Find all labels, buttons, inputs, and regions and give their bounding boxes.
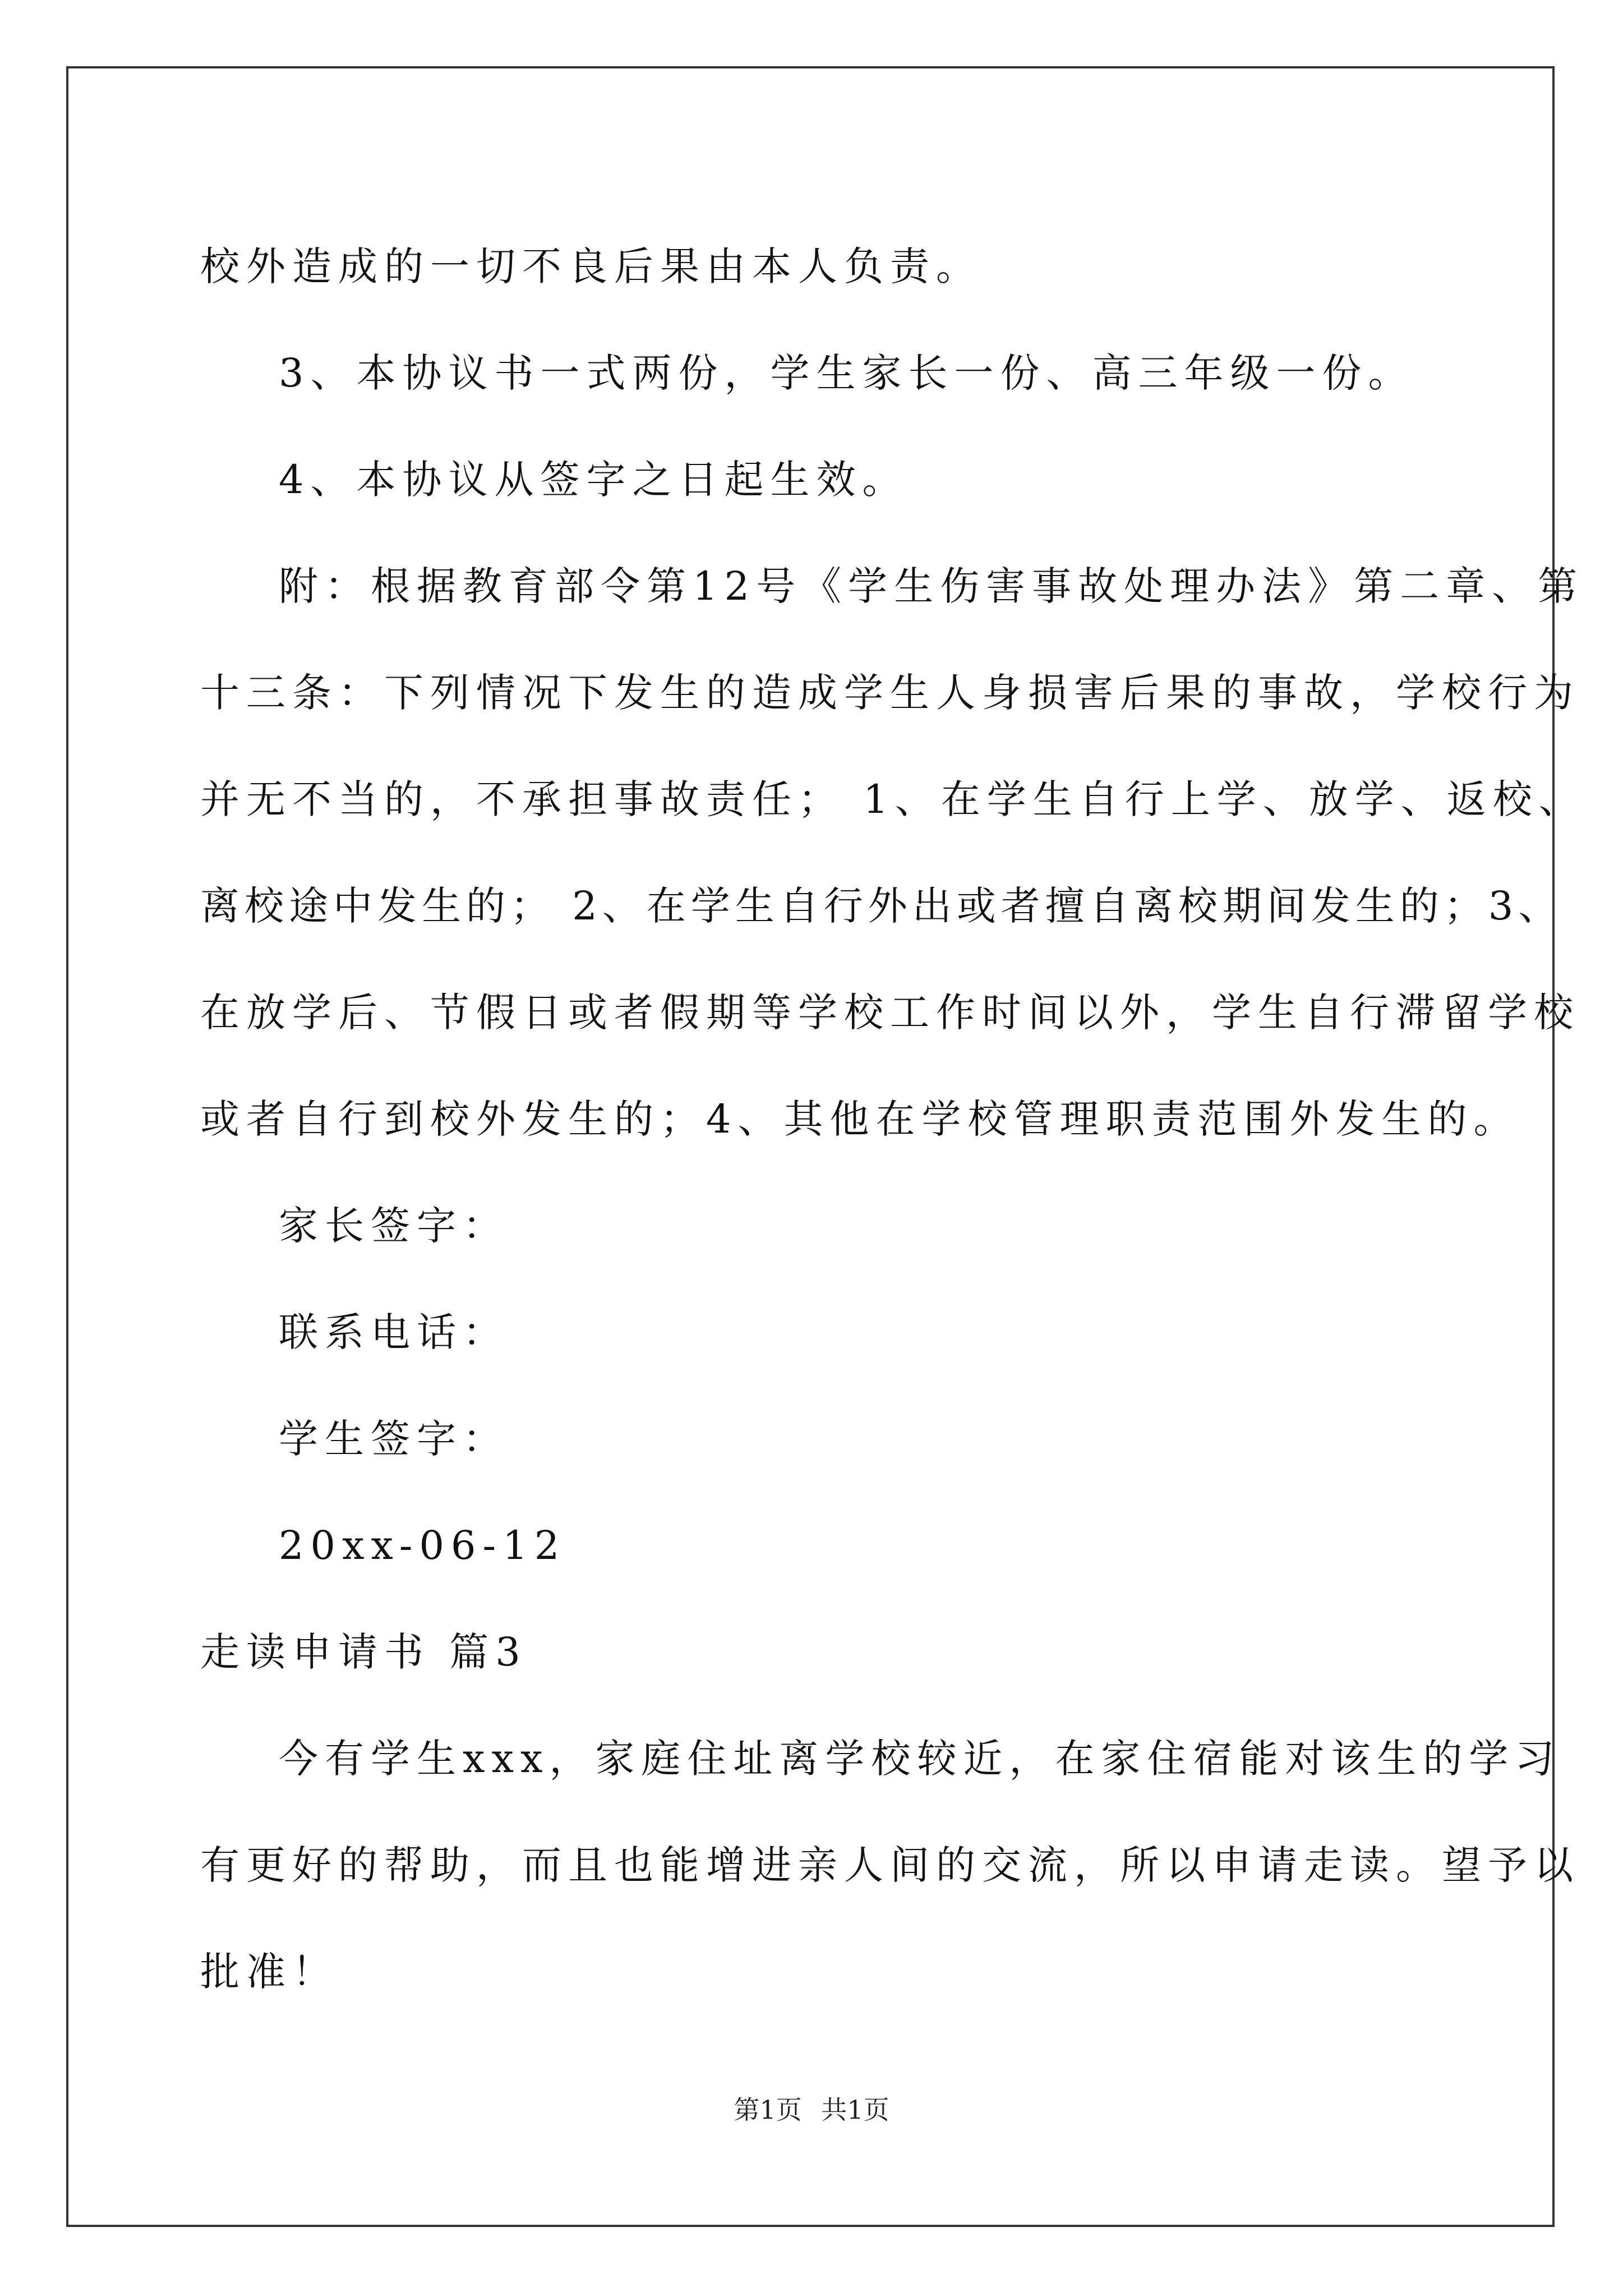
appendix-line: 附：根据教育部令第12号《学生伤害事故处理办法》第二章、第 — [279, 563, 1584, 609]
section-heading: 走读申请书 篇3 — [200, 1629, 527, 1675]
appendix-line: 或者自行到校外发生的；4、其他在学校管理职责范围外发生的。 — [200, 1096, 1520, 1142]
student-signature-label: 学生签字： — [279, 1416, 509, 1462]
paragraph-line: 校外造成的一切不良后果由本人负责。 — [200, 243, 982, 289]
date-line: 20xx-06-12 — [279, 1522, 566, 1568]
contact-phone-label: 联系电话： — [279, 1309, 509, 1355]
appendix-line: 在放学后、节假日或者假期等学校工作时间以外，学生自行滞留学校 — [200, 990, 1580, 1036]
clause-3: 3、本协议书一式两份，学生家长一份、高三年级一份。 — [279, 350, 1414, 396]
appendix-line: 离校途中发生的； 2、在学生自行外出或者擅自离校期间发生的；3、 — [200, 883, 1563, 929]
parent-signature-label: 家长签字： — [279, 1203, 509, 1249]
application-line: 批准！ — [200, 1949, 338, 1995]
appendix-line: 十三条：下列情况下发生的造成学生人身损害后果的事故，学校行为 — [200, 670, 1580, 716]
document-body — [200, 213, 1585, 2025]
appendix-line: 并无不当的，不承担事故责任； 1、在学生自行上学、放学、返校、 — [200, 776, 1585, 822]
application-line: 有更好的帮助，而且也能增进亲人间的交流，所以申请走读。望予以 — [200, 1842, 1580, 1888]
page-footer: 第1页 共1页 — [734, 2095, 889, 2125]
application-line: 今有学生xxx，家庭住址离学校较近，在家住宿能对该生的学习 — [279, 1736, 1561, 1782]
clause-4: 4、本协议从签字之日起生效。 — [279, 457, 909, 503]
